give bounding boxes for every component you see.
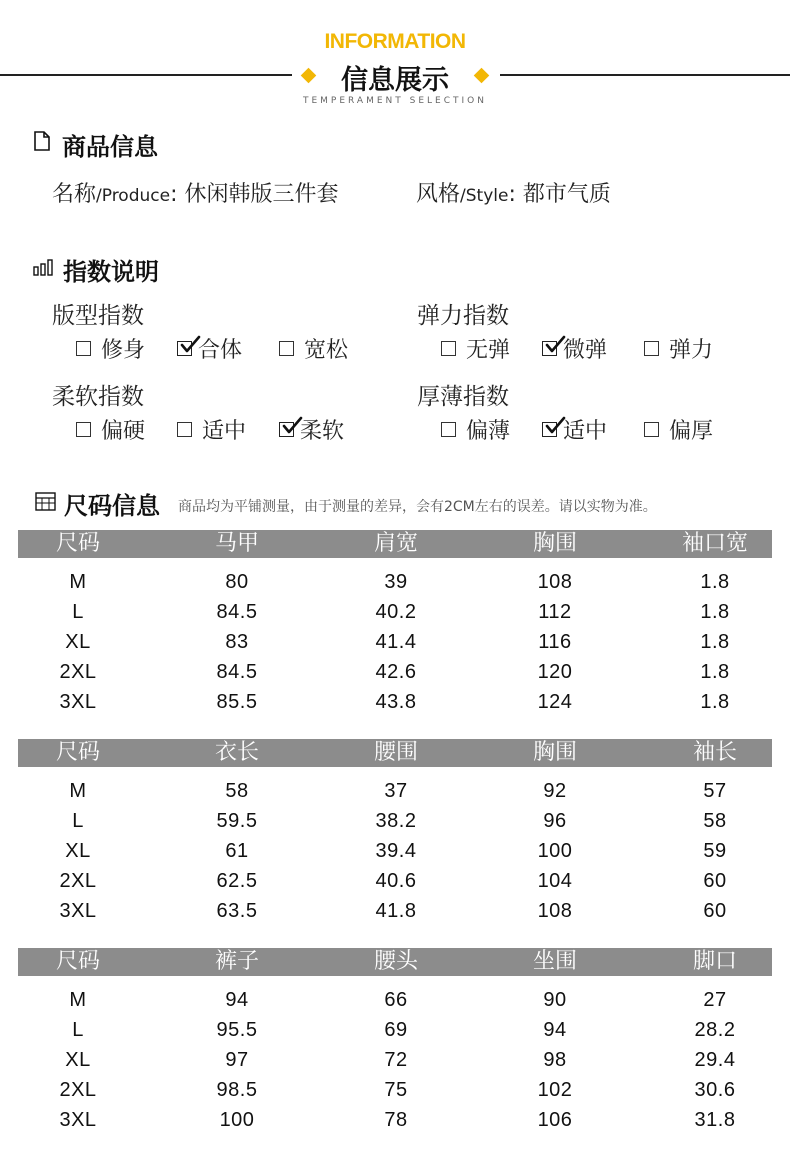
checkbox-checked-icon	[542, 422, 557, 437]
size-table	[0, 530, 790, 720]
table-cell: 3XL	[59, 691, 97, 713]
table-cell: M	[69, 780, 87, 802]
index-option	[279, 414, 344, 445]
table-cell: 94	[543, 1019, 567, 1041]
table-cell: 116	[538, 631, 572, 653]
table-row	[0, 627, 790, 657]
document-icon	[34, 131, 50, 151]
table-row	[0, 687, 790, 717]
table-cell: 37	[384, 780, 408, 802]
index-group-title: 柔软指数	[52, 384, 144, 410]
product-info-title: 商品信息	[62, 133, 158, 161]
table-cell: 40.6	[375, 870, 417, 892]
index-group-title: 弹力指数	[417, 303, 509, 329]
checkbox-icon	[644, 422, 659, 437]
table-cell: 85.5	[216, 691, 258, 713]
table-header-cell: 胸围	[532, 740, 577, 765]
index-option-label: 适中	[202, 419, 247, 444]
table-cell: 41.4	[375, 631, 417, 653]
table-cell: 60	[703, 900, 727, 922]
table-cell: 3XL	[59, 1109, 97, 1131]
table-cell: 38.2	[375, 810, 417, 832]
table-cell: 84.5	[216, 601, 258, 623]
table-row	[0, 866, 790, 896]
checkbox-icon	[76, 422, 91, 437]
table-cell: 1.8	[700, 571, 730, 593]
index-option	[76, 333, 145, 364]
table-cell: 66	[384, 989, 408, 1011]
table-cell: 100	[537, 840, 573, 862]
size-table	[0, 948, 790, 1138]
index-option-label: 宽松	[304, 338, 349, 363]
table-cell: 3XL	[59, 900, 97, 922]
checkbox-icon	[644, 341, 659, 356]
table-cell: 90	[543, 989, 567, 1011]
index-option-label: 弹力	[669, 338, 714, 363]
table-cell: 58	[703, 810, 727, 832]
index-option-label: 适中	[563, 419, 608, 444]
table-cell: XL	[65, 1049, 91, 1071]
table-header-cell: 裤子	[214, 949, 259, 974]
product-style-value: 都市气质	[522, 182, 611, 207]
table-cell: 1.8	[700, 631, 730, 653]
table-row	[0, 567, 790, 597]
size-info-title: 尺码信息	[64, 492, 160, 520]
table-row	[0, 896, 790, 926]
table-header	[18, 530, 772, 558]
table-cell: 1.8	[700, 601, 730, 623]
checkbox-icon	[279, 341, 294, 356]
size-table	[0, 739, 790, 929]
table-header-cell: 尺码	[55, 949, 100, 974]
index-option	[279, 333, 348, 364]
index-option-label: 偏薄	[466, 419, 511, 444]
table-cell: 63.5	[216, 900, 258, 922]
product-style-sep: :	[508, 182, 516, 207]
table-header-cell: 腰围	[373, 740, 418, 765]
table-cell: 41.8	[375, 900, 417, 922]
product-name-value: 休闲韩版三件套	[184, 182, 339, 207]
table-header-cell: 肩宽	[373, 531, 418, 556]
table-cell: XL	[65, 840, 91, 862]
table-cell: 120	[537, 661, 573, 683]
table-cell: 92	[543, 780, 567, 802]
table-cell: L	[72, 601, 84, 623]
header-title-zh: 信息展示	[341, 65, 449, 96]
table-cell: 59	[703, 840, 727, 862]
table-header	[18, 739, 772, 767]
table-cell: 84.5	[216, 661, 258, 683]
table-cell: 98.5	[216, 1079, 258, 1101]
table-header-cell: 尺码	[55, 740, 100, 765]
index-title: 指数说明	[63, 258, 159, 286]
table-cell: 30.6	[694, 1079, 736, 1101]
table-cell: 97	[225, 1049, 249, 1071]
table-header-cell: 胸围	[532, 531, 577, 556]
table-header-cell: 坐围	[532, 949, 577, 974]
table-header-cell: 尺码	[55, 531, 100, 556]
index-option-label: 无弹	[466, 338, 511, 363]
table-header-cell: 脚口	[692, 949, 737, 974]
index-group-title: 版型指数	[52, 303, 144, 329]
checkbox-icon	[441, 341, 456, 356]
table-cell: 104	[537, 870, 573, 892]
table-cell: M	[69, 571, 87, 593]
table-cell: L	[72, 1019, 84, 1041]
table-cell: L	[72, 810, 84, 832]
table-cell: M	[69, 989, 87, 1011]
index-option-label: 偏硬	[101, 419, 146, 444]
header-subtitle: TEMPERAMENT SELECTION	[302, 96, 487, 106]
index-option-label: 柔软	[300, 419, 345, 444]
grid-icon	[35, 492, 56, 511]
table-cell: 62.5	[216, 870, 258, 892]
table-cell: 96	[543, 810, 567, 832]
table-row	[0, 657, 790, 687]
table-cell: 94	[225, 989, 249, 1011]
table-cell: 28.2	[694, 1019, 736, 1041]
checkbox-icon	[76, 341, 91, 356]
checkbox-icon	[441, 422, 456, 437]
index-option-label: 偏厚	[669, 419, 714, 444]
table-cell: 2XL	[59, 870, 97, 892]
product-name-line	[52, 177, 339, 208]
table-cell: 1.8	[700, 661, 730, 683]
product-style-line	[416, 177, 611, 208]
table-cell: 58	[225, 780, 249, 802]
size-info-note: 商品均为平铺测量，由于测量的差异，会有2CM左右的误差。请以实物为准。	[178, 499, 657, 515]
index-option	[644, 333, 713, 364]
product-name-sep: :	[170, 182, 178, 207]
table-cell: 108	[537, 571, 573, 593]
index-option	[644, 414, 713, 445]
product-style-label: 风格	[416, 182, 461, 207]
table-cell: 108	[537, 900, 573, 922]
header-title-en: INFORMATION	[324, 30, 466, 53]
index-option-label: 合体	[198, 338, 243, 363]
product-name-label: 名称	[52, 182, 97, 207]
product-style-label-en: /Style	[460, 186, 509, 206]
table-cell: 124	[537, 691, 573, 713]
table-cell: 31.8	[694, 1109, 736, 1131]
table-cell: 40.2	[375, 601, 417, 623]
bar-chart-icon	[33, 258, 55, 276]
table-cell: 2XL	[59, 661, 97, 683]
index-option-label: 微弹	[563, 338, 608, 363]
table-cell: 72	[384, 1049, 408, 1071]
checkbox-checked-icon	[279, 422, 294, 437]
table-cell: 100	[219, 1109, 255, 1131]
table-cell: 27	[703, 989, 727, 1011]
table-cell: 57	[703, 780, 727, 802]
table-row	[0, 1045, 790, 1075]
table-cell: 95.5	[216, 1019, 258, 1041]
checkbox-checked-icon	[542, 341, 557, 356]
product-name-label-en: /Produce	[96, 186, 171, 206]
table-cell: 78	[384, 1109, 408, 1131]
table-cell: 43.8	[375, 691, 417, 713]
table-cell: 102	[537, 1079, 573, 1101]
index-option	[76, 414, 145, 445]
table-cell: XL	[65, 631, 91, 653]
index-option-label: 修身	[101, 338, 146, 363]
table-row	[0, 1075, 790, 1105]
checkbox-icon	[177, 422, 192, 437]
table-row	[0, 1105, 790, 1135]
table-cell: 29.4	[694, 1049, 736, 1071]
index-option	[542, 333, 607, 364]
table-row	[0, 776, 790, 806]
table-header-cell: 袖口宽	[681, 531, 748, 556]
index-option	[441, 414, 510, 445]
table-cell: 112	[538, 601, 572, 623]
table-cell: 39	[384, 571, 408, 593]
index-option	[177, 414, 246, 445]
table-header	[18, 948, 772, 976]
table-cell: 39.4	[375, 840, 417, 862]
table-cell: 2XL	[59, 1079, 97, 1101]
index-option	[542, 414, 607, 445]
table-row	[0, 985, 790, 1015]
table-cell: 59.5	[216, 810, 258, 832]
index-group-title: 厚薄指数	[417, 384, 509, 410]
table-cell: 80	[225, 571, 249, 593]
table-row	[0, 1015, 790, 1045]
table-header-cell: 袖长	[692, 740, 737, 765]
table-cell: 75	[384, 1079, 408, 1101]
table-header-cell: 马甲	[214, 531, 259, 556]
index-option	[177, 333, 242, 364]
header-divider-right	[500, 74, 790, 76]
checkbox-checked-icon	[177, 341, 192, 356]
index-option	[441, 333, 510, 364]
table-cell: 106	[537, 1109, 573, 1131]
table-cell: 1.8	[700, 691, 730, 713]
table-cell: 42.6	[375, 661, 417, 683]
table-header-cell: 腰头	[373, 949, 418, 974]
table-header-cell: 衣长	[214, 740, 259, 765]
table-cell: 61	[225, 840, 249, 862]
table-cell: 69	[384, 1019, 408, 1041]
table-cell: 83	[225, 631, 249, 653]
table-cell: 98	[543, 1049, 567, 1071]
table-cell: 60	[703, 870, 727, 892]
table-row	[0, 806, 790, 836]
table-row	[0, 597, 790, 627]
table-row	[0, 836, 790, 866]
